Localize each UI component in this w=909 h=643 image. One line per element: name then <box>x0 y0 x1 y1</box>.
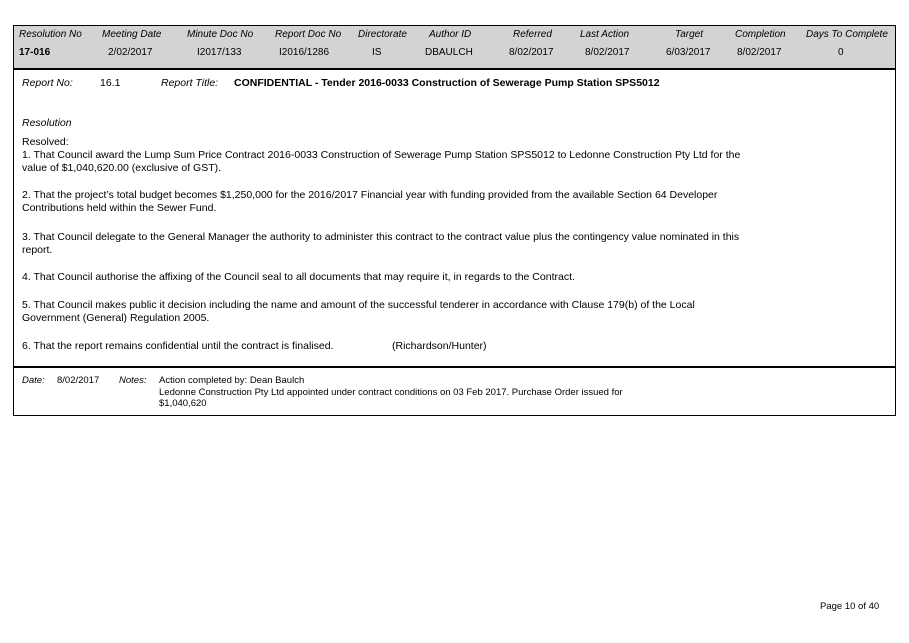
action-notes <box>13 366 896 416</box>
record-header <box>13 25 896 71</box>
header-value-meeting-date: 2/02/2017 <box>108 47 153 58</box>
resolution-item-1 <box>22 149 740 175</box>
resolution-item-2 <box>22 189 717 215</box>
resolution-item-2-line-1: 2. That the project’s total budget becomes $1,250,000 for the 2016/2017 Financial year with funding provided from the available Section 64 Developer <box>22 189 718 201</box>
page-number: Page 10 of 40 <box>820 601 880 612</box>
action-notes-line-1: Action completed by: Dean Baulch <box>159 375 305 386</box>
header-label-target: Target <box>675 29 703 40</box>
header-label-meeting-date: Meeting Date <box>102 29 162 40</box>
header-label-directorate: Directorate <box>358 29 407 40</box>
report-no-value: 16.1 <box>100 77 121 89</box>
action-notes-line-2: Ledonne Construction Pty Ltd appointed under contract conditions on 03 Feb 2017. Purchase Order issued for <box>159 386 623 398</box>
header-label-resolution-no: Resolution No <box>19 29 82 40</box>
header-value-minute-doc-no: I2017/133 <box>197 47 242 58</box>
resolution-mover: (Richardson/Hunter) <box>392 340 487 352</box>
resolution-heading: Resolution <box>22 117 72 129</box>
resolution-item-4 <box>22 271 575 284</box>
resolution-item-6 <box>22 340 333 353</box>
resolution-body <box>13 68 896 367</box>
resolution-item-5 <box>22 299 695 325</box>
header-label-days-to-complete: Days To Complete <box>806 29 888 40</box>
action-date-label: Date: <box>22 375 45 386</box>
header-label-author-id: Author ID <box>429 29 472 40</box>
resolution-item-2-line-2: Contributions held within the Sewer Fund. <box>22 202 217 214</box>
header-label-minute-doc-no: Minute Doc No <box>187 29 254 40</box>
report-title-label: Report Title: <box>161 77 219 89</box>
header-label-completion: Completion <box>735 29 786 40</box>
report-title-value: CONFIDENTIAL - Tender 2016-0033 Construction of Sewerage Pump Station SPS5012 <box>234 77 660 89</box>
action-notes-text <box>159 375 623 410</box>
header-value-completion: 8/02/2017 <box>737 47 782 58</box>
resolution-item-5-line-1: 5. That Council makes public it decision including the name and amount of the successful tenderer in accordance with Clause 179(b) of the Local <box>22 299 695 311</box>
resolution-item-1-line-2: value of $1,040,620.00 (exclusive of GST). <box>22 162 222 174</box>
resolved-label: Resolved: <box>22 136 69 148</box>
resolution-item-4-line-1: 4. That Council authorise the affixing of the Council seal to all documents that may require it, in regards to the Contract. <box>22 271 575 283</box>
resolution-item-3-line-2: report. <box>22 244 53 256</box>
header-label-referred: Referred <box>513 29 552 40</box>
resolution-item-5-line-2: Government (General) Regulation 2005. <box>22 312 210 324</box>
header-value-resolution-no: 17-016 <box>19 47 51 58</box>
header-value-referred: 8/02/2017 <box>509 47 554 58</box>
resolution-record <box>13 25 896 415</box>
action-date-value: 8/02/2017 <box>57 375 100 386</box>
header-value-days-to-complete: 0 <box>838 47 844 58</box>
header-value-target: 6/03/2017 <box>666 47 711 58</box>
resolution-item-1-line-1: 1. That Council award the Lump Sum Price Contract 2016-0033 Construction of Sewerage Pump Station SPS5012 to Ledonne Construction Pty Ltd for the <box>22 149 741 161</box>
action-notes-label: Notes: <box>119 375 147 386</box>
resolution-item-3-line-1: 3. That Council delegate to the General Manager the authority to administer this contract to the contract value plus the contingency value nominated in this <box>22 231 740 243</box>
header-label-report-doc-no: Report Doc No <box>275 29 342 40</box>
report-no-label: Report No: <box>22 77 73 89</box>
resolution-item-3 <box>22 231 739 257</box>
header-value-last-action: 8/02/2017 <box>585 47 630 58</box>
action-notes-line-3: $1,040,620 <box>159 398 207 409</box>
header-value-directorate: IS <box>372 47 382 58</box>
header-value-author-id: DBAULCH <box>425 47 473 58</box>
resolution-item-6-line-1: 6. That the report remains confidential until the contract is finalised. <box>22 340 334 352</box>
header-value-report-doc-no: I2016/1286 <box>279 47 330 58</box>
header-label-last-action: Last Action <box>580 29 630 40</box>
